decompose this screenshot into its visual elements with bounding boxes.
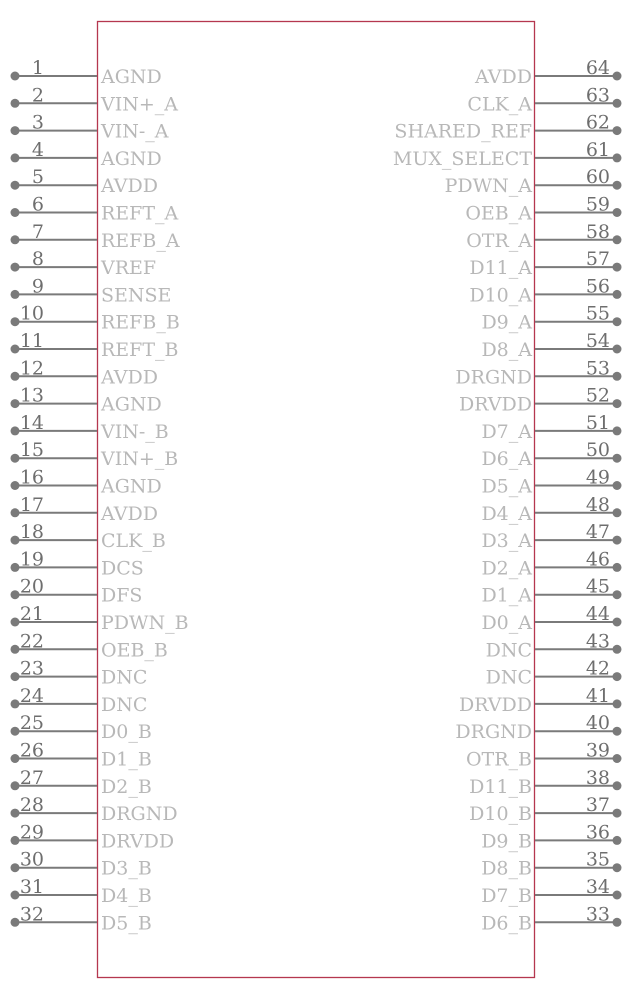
pin-terminal-dot [11, 99, 20, 108]
pin-name: DNC [101, 693, 148, 716]
pin-32 [11, 903, 152, 934]
pin-terminal-dot [11, 126, 20, 135]
pin-name: SHARED_REF [394, 120, 532, 143]
pin-name: D9_A [481, 311, 532, 334]
pin-terminal-dot [11, 672, 20, 681]
pin-number: 53 [585, 357, 610, 380]
pin-number: 58 [585, 220, 610, 243]
pin-terminal-dot [613, 426, 622, 435]
pin-name: AGND [101, 475, 162, 498]
pin-terminal-dot [11, 153, 20, 162]
pin-number: 62 [585, 111, 610, 134]
pin-number: 54 [585, 330, 610, 352]
pin-number: 1 [31, 57, 44, 79]
pin-number: 61 [585, 138, 610, 161]
pin-name: AVDD [475, 66, 532, 88]
pin-terminal-dot [613, 181, 622, 190]
pin-terminal-dot [11, 345, 20, 354]
pin-number: 12 [19, 357, 44, 380]
pin-number: 18 [19, 521, 44, 544]
pin-name: VIN-_B [101, 420, 169, 443]
pin-name: D1_B [101, 748, 152, 771]
pin-name: D9_B [481, 830, 532, 853]
pin-terminal-dot [11, 781, 20, 790]
pin-terminal-dot [11, 317, 20, 326]
pin-number: 9 [31, 275, 44, 298]
pin-number: 38 [585, 766, 610, 789]
pin-number: 59 [585, 193, 610, 216]
pin-name: CLK_A [467, 93, 532, 116]
right-pin-group [393, 57, 622, 934]
pin-name: OEB_B [101, 639, 168, 662]
pin-terminal-dot [11, 235, 20, 244]
pin-name: OEB_A [465, 202, 532, 225]
pin-number: 37 [585, 794, 610, 817]
pin-terminal-dot [11, 590, 20, 599]
pin-number: 4 [31, 138, 44, 161]
pin-terminal-dot [613, 290, 622, 299]
pin-number: 39 [585, 739, 610, 762]
pin-number: 13 [19, 384, 44, 407]
pin-terminal-dot [613, 345, 622, 354]
pin-name: D0_A [481, 612, 532, 634]
pin-number: 48 [585, 493, 610, 516]
pin-number: 40 [585, 712, 610, 735]
pin-terminal-dot [613, 918, 622, 927]
pin-name: D10_A [469, 284, 532, 307]
pin-terminal-dot [613, 672, 622, 681]
pin-33 [481, 903, 621, 934]
pin-name: VIN+_B [101, 448, 179, 471]
pin-name: D6_B [481, 912, 532, 935]
pin-terminal-dot [11, 263, 20, 272]
pin-terminal-dot [613, 754, 622, 763]
pin-terminal-dot [11, 836, 20, 845]
pin-name: DRGND [101, 803, 178, 826]
pin-name: OTR_B [465, 748, 532, 771]
pin-number: 7 [31, 220, 44, 243]
pin-number: 42 [585, 657, 610, 680]
pin-name: AGND [101, 147, 162, 170]
pin-name: DRVDD [101, 830, 175, 853]
pin-number: 49 [585, 466, 610, 489]
pin-terminal-dot [11, 454, 20, 463]
pin-name: DCS [101, 557, 144, 580]
pin-name: DRGND [455, 721, 532, 744]
pin-terminal-dot [11, 727, 20, 736]
pin-number: 27 [19, 766, 44, 789]
pin-name: D2_B [101, 775, 152, 798]
pin-terminal-dot [613, 481, 622, 490]
pin-number: 43 [585, 630, 610, 653]
pin-terminal-dot [613, 809, 622, 818]
pin-number: 15 [19, 439, 44, 462]
pin-number: 47 [585, 521, 610, 544]
pin-terminal-dot [613, 99, 622, 108]
pin-name: REFB_B [101, 311, 180, 334]
pin-name: DNC [485, 639, 532, 662]
pin-number: 35 [585, 848, 610, 871]
pin-number: 36 [585, 821, 610, 844]
pin-terminal-dot [11, 208, 20, 217]
pin-name: D4_A [481, 502, 532, 525]
pin-name: CLK_B [101, 530, 166, 553]
pin-terminal-dot [11, 290, 20, 299]
pin-name: AGND [101, 393, 162, 416]
pin-number: 16 [19, 466, 44, 489]
pin-name: D0_B [101, 721, 152, 744]
pin-name: D3_B [101, 857, 152, 880]
pin-terminal-dot [613, 72, 622, 81]
pin-name: D8_A [481, 339, 532, 361]
pin-name: DRGND [455, 366, 532, 389]
pin-number: 14 [19, 411, 44, 434]
pin-number: 52 [585, 384, 610, 407]
pin-number: 31 [19, 876, 44, 898]
pin-name: DNC [485, 666, 532, 689]
pin-terminal-dot [613, 454, 622, 463]
left-pin-group [11, 57, 189, 934]
pin-number: 24 [19, 684, 44, 707]
pin-number: 63 [585, 84, 610, 107]
pin-number: 17 [19, 493, 44, 516]
pin-terminal-dot [613, 153, 622, 162]
pin-name: D8_B [481, 857, 532, 880]
pin-terminal-dot [11, 809, 20, 818]
pin-name: D1_A [481, 584, 532, 607]
pin-number: 29 [19, 821, 44, 844]
pin-number: 3 [31, 111, 44, 134]
pin-name: PDWN_B [101, 612, 189, 634]
pin-name: D3_A [481, 530, 532, 553]
pin-name: D10_B [469, 803, 532, 826]
pin-name: REFT_B [101, 339, 179, 361]
pin-name: D7_A [481, 420, 532, 443]
pin-name: SENSE [101, 284, 172, 307]
pin-name: DFS [101, 584, 143, 607]
pin-number: 33 [585, 903, 610, 926]
pin-terminal-dot [613, 372, 622, 381]
pin-number: 55 [585, 302, 610, 325]
pin-number: 64 [585, 57, 610, 79]
pin-number: 6 [31, 193, 44, 216]
pin-name: OTR_A [466, 229, 532, 252]
pin-name: D6_A [481, 448, 532, 471]
pin-terminal-dot [613, 536, 622, 545]
pin-terminal-dot [613, 699, 622, 708]
pin-name: REFT_A [101, 202, 179, 225]
pin-name: AGND [101, 66, 162, 88]
pin-number: 28 [19, 794, 44, 817]
pin-name: D5_B [101, 912, 152, 935]
pin-terminal-dot [613, 645, 622, 654]
pin-terminal-dot [11, 618, 20, 627]
pin-number: 21 [19, 603, 44, 625]
pin-name: AVDD [101, 366, 158, 389]
pin-name: PDWN_A [444, 175, 532, 198]
pin-number: 30 [19, 848, 44, 871]
pin-terminal-dot [11, 508, 20, 517]
pin-terminal-dot [613, 126, 622, 135]
pin-number: 46 [585, 548, 610, 571]
pin-number: 10 [19, 302, 44, 325]
pin-number: 32 [19, 903, 44, 926]
pin-terminal-dot [11, 399, 20, 408]
pin-terminal-dot [613, 863, 622, 872]
pin-terminal-dot [613, 508, 622, 517]
pin-number: 11 [19, 330, 44, 352]
pin-name: D11_A [469, 257, 532, 280]
pin-name: AVDD [101, 175, 158, 198]
pin-terminal-dot [11, 481, 20, 490]
pin-terminal-dot [613, 727, 622, 736]
pin-terminal-dot [613, 891, 622, 900]
pin-number: 57 [585, 248, 610, 271]
pin-name: D2_A [481, 557, 532, 580]
pin-number: 2 [31, 84, 44, 107]
pin-terminal-dot [613, 235, 622, 244]
pin-number: 23 [19, 657, 44, 680]
pin-number: 26 [19, 739, 44, 762]
pin-terminal-dot [11, 645, 20, 654]
pin-name: D4_B [101, 885, 152, 907]
pin-number: 50 [585, 439, 610, 462]
pin-name: D11_B [469, 775, 532, 798]
pin-number: 34 [585, 876, 610, 898]
pin-terminal-dot [11, 754, 20, 763]
pin-number: 60 [585, 166, 610, 189]
pin-name: DRVDD [458, 393, 532, 416]
pin-number: 51 [585, 411, 610, 434]
pin-number: 45 [585, 575, 610, 598]
pin-terminal-dot [613, 563, 622, 572]
pin-terminal-dot [11, 536, 20, 545]
pin-number: 41 [585, 684, 610, 707]
pin-terminal-dot [11, 372, 20, 381]
pin-number: 25 [19, 712, 44, 735]
pin-terminal-dot [613, 208, 622, 217]
pin-terminal-dot [11, 699, 20, 708]
pin-name: REFB_A [101, 229, 180, 252]
pin-terminal-dot [11, 863, 20, 872]
pin-terminal-dot [11, 181, 20, 190]
pin-number: 20 [19, 575, 44, 598]
pin-name: D5_A [481, 475, 532, 498]
pin-terminal-dot [613, 590, 622, 599]
pin-name: DNC [101, 666, 148, 689]
pin-name: VIN-_A [101, 120, 169, 143]
pin-terminal-dot [11, 426, 20, 435]
pin-terminal-dot [11, 563, 20, 572]
pin-number: 44 [585, 603, 610, 625]
pin-terminal-dot [11, 72, 20, 81]
pin-name: VIN+_A [101, 93, 178, 116]
pin-terminal-dot [613, 836, 622, 845]
pin-number: 8 [31, 248, 44, 271]
pin-name: DRVDD [458, 693, 532, 716]
pin-terminal-dot [11, 918, 20, 927]
pin-number: 56 [585, 275, 610, 298]
pin-number: 19 [19, 548, 44, 571]
pin-terminal-dot [11, 891, 20, 900]
pin-terminal-dot [613, 317, 622, 326]
pin-name: MUX_SELECT [392, 147, 532, 170]
pin-number: 5 [31, 166, 44, 189]
pin-terminal-dot [613, 781, 622, 790]
pin-terminal-dot [613, 263, 622, 272]
pin-name: D7_B [481, 885, 532, 907]
pin-number: 22 [19, 630, 44, 653]
pin-terminal-dot [613, 399, 622, 408]
pin-name: AVDD [101, 502, 158, 525]
pin-name: VREF [101, 257, 157, 280]
pin-terminal-dot [613, 618, 622, 627]
